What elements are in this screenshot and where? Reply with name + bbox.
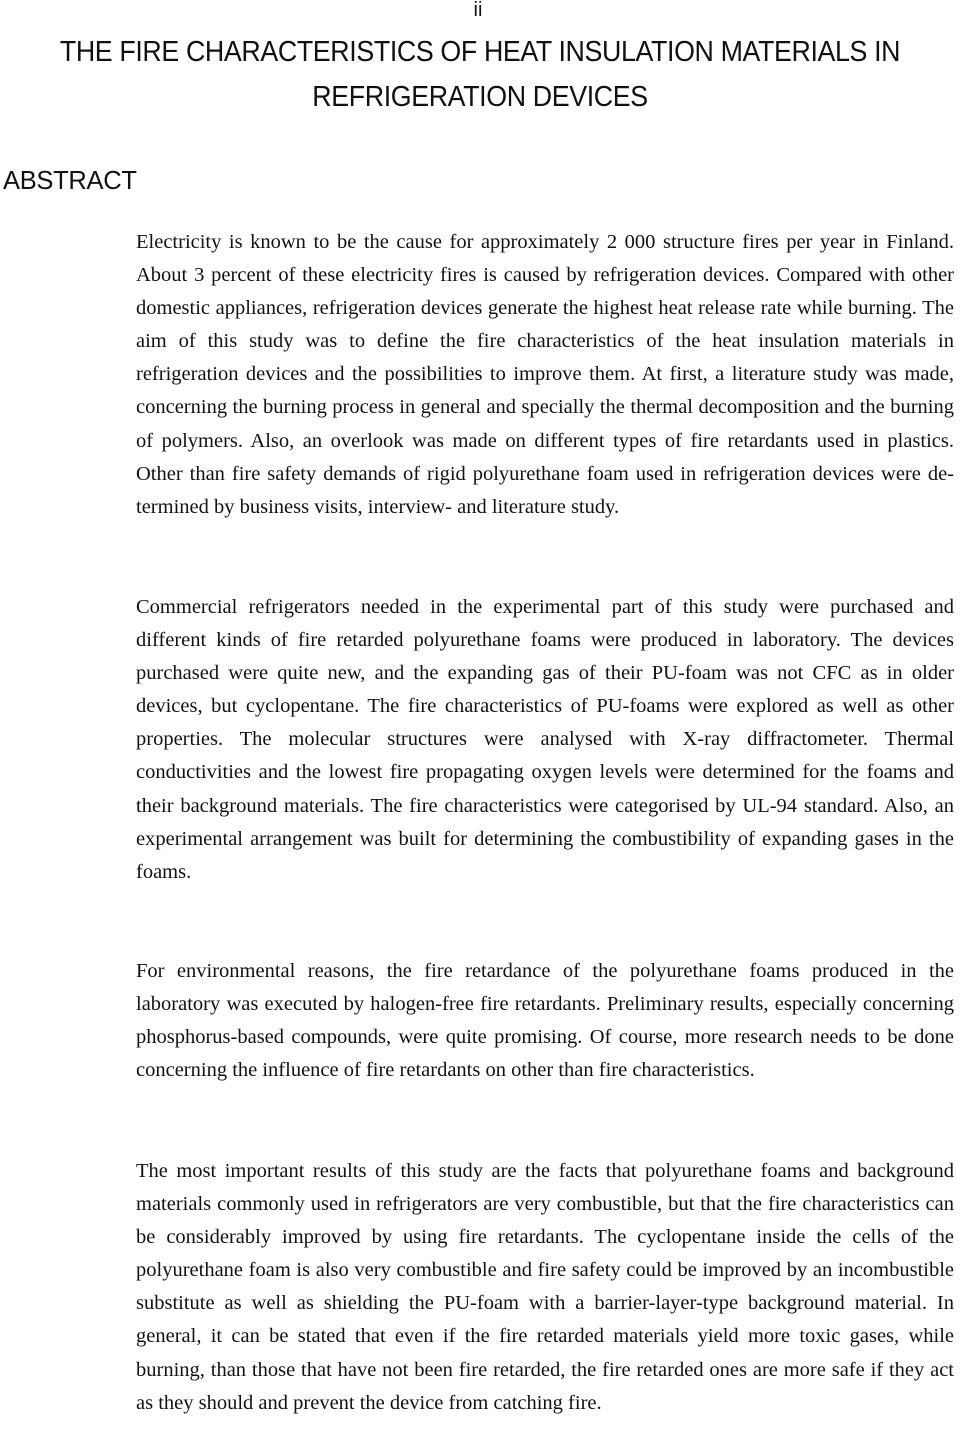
document-title-line-1: THE FIRE CHARACTERISTICS OF HEAT INSULATION MATERIALS IN	[59, 36, 901, 68]
abstract-paragraph: Commercial refrigerators needed in the experimental part of this study were purchased and different kinds of fire retarded polyurethane foams were produced in laboratory. The devices purchased were quite new, and the expanding gas of their PU-foam was not CFC as in older devices, but cyclopentane. The fire characteristics of PU-foams were explored as well as other properties. The molecular structures were analysed with X-ray diffractometer. Thermal conductivities and the lowest fire propagating oxygen levels were determined for the foams and their background materials. The fire characteristics were categorised by UL-94 standard. Also, an experimental arrangement was built for determining the combustibility of expanding gases in the foams.	[136, 596, 954, 883]
abstract-paragraph: Electricity is known to be the cause for approximately 2 000 structure fires per year in Finland. About 3 percent of these electricity fires is caused by refrigeration devices. Compared with other domestic appliances, refrigeration devices generate the highest heat release rate while burning. The aim of this study was to define the fire characteristics of the heat insulation materials in refrigeration devices and the possibilities to improve them. At first, a literature study was made, concerning the burning process in general and specially the thermal decomposition and the burning of polymers. Also, an overlook was made on different types of fire retardants used in plastics. Other than fire safety demands of rigid polyurethane foam used in refrigeration devices were determined by business visits, interview- and literature study.	[136, 231, 954, 518]
abstract-paragraph: The most important results of this study are the facts that polyurethane foams and background materials commonly used in refrigerators are very combustible, but that the fire characteristics can be considerably improved by using fire retardants. The cyclopentane inside the cells of the polyurethane foam is also very combustible and fire safety could be improved by an incombustible substitute as well as shielding the PU-foam with a barrier-layer-type background material. In general, it can be stated that even if the fire retarded materials yield more toxic gases, while burning, than those that have not been fire retarded, the fire retarded ones are more safe if they act as they should and prevent the device from catching fire.	[136, 1160, 954, 1414]
page-number: ii	[473, 0, 483, 21]
document-title-line-2: REFRIGERATION DEVICES	[312, 81, 648, 113]
section-heading-abstract: ABSTRACT	[3, 167, 137, 195]
document-title	[29, 30, 931, 120]
abstract-paragraph: For environmental reasons, the fire retardance of the polyurethane foams produced in the laboratory was executed by halogen-free fire retardants. Preliminary results, especially concerning phosphorus-based compounds, were quite promising. Of course, more research needs to be done concerning the influence of fire retardants on other than fire characteristics.	[136, 960, 954, 1082]
